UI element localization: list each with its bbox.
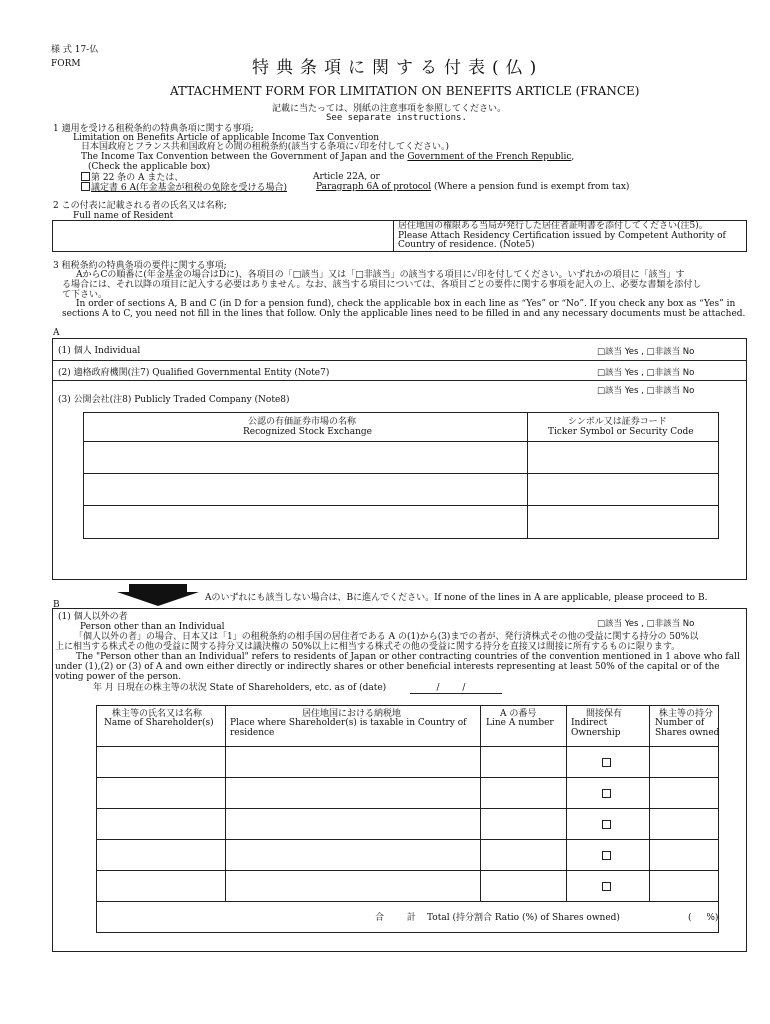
s3-p3-jp: て下さい。 (62, 290, 108, 300)
divider (527, 412, 528, 538)
s1-line-jp: 日本国政府とフランス共和国政府との間の租税条約(該当する条項に✓印を付してください。) (81, 142, 450, 152)
b-desc-en3: voting power of the person. (55, 672, 182, 682)
divider (84, 473, 718, 474)
b-desc-jp2: 上に相当する株式その他の受益に関する持分又は議決権の 50%以上に相当する株式その他の受益に関する持分を直接又は間接に所有するものに限ります。 (55, 642, 681, 652)
a-row3-yes-no[interactable]: □該当 Yes , □非該当 No (597, 386, 695, 396)
state-of-shareholders: 年 月 日現在の株主等の状況 State of Shareholders, etc. as of (date) (93, 683, 387, 693)
s1-opt1-en: Article 22A, or (313, 172, 380, 182)
a-row2-yes-no[interactable]: □該当 Yes , □非該当 No (597, 368, 695, 378)
a-row1-yes-no[interactable]: □該当 Yes , □非該当 No (597, 347, 695, 357)
col4-en2: Ownership (571, 728, 621, 738)
col4-jp: 間接保有 (586, 709, 623, 719)
s3-heading-jp: 3 租税条約の特典条項の要件に関する事項; (53, 261, 227, 271)
col2-en2: residence (230, 728, 275, 738)
divider (84, 505, 718, 506)
instructions-jp: 記載に当たっては、別紙の注意事項を参照してください。 (272, 104, 507, 114)
col1-jp: 株主等の氏名又は名称 (112, 709, 203, 719)
instructions-en: See separate instructions. (326, 113, 467, 123)
attach-en2: Country of residence. (Note5) (398, 240, 535, 250)
indirect-ownership-checkbox[interactable] (602, 882, 611, 891)
s2-heading-jp: 2 この付表に記載される者の氏名又は名称; (53, 201, 227, 211)
checkbox-protocol6a[interactable] (81, 182, 90, 191)
exchange-header-en: Recognized Stock Exchange (243, 427, 372, 437)
s1-opt2[interactable]: 議定書 6 A(年金基金が租税の免除を受ける場合) (81, 182, 287, 193)
form-label: FORM (51, 59, 81, 69)
title-jp: 特典条項に関する付表(仏) (252, 58, 544, 78)
col2-jp: 居住地国における納税地 (302, 709, 402, 719)
b-desc-en1: The "Person other than an Individual" refers to residents of Japan or other contracting countries of the convention mentioned in 1 above who fall (76, 652, 740, 662)
divider (649, 705, 650, 901)
col5-jp: 株主等の持分 (659, 709, 714, 719)
total-jp: 合 計 (375, 913, 416, 923)
divider (97, 808, 718, 809)
attach-en1: Please Attach Residency Certification issued by Competent Authority of (398, 231, 726, 241)
divider (97, 839, 718, 840)
divider (97, 901, 718, 902)
col5-en2: Shares owned (655, 728, 720, 738)
s1-opt2-en: Paragraph 6A of protocol (Where a pension fund is exempt from tax) (316, 182, 630, 192)
s1-heading-en: Limitation on Benefits Article of applicable Income Tax Convention (73, 133, 380, 143)
s1-opt1[interactable]: 第 22 条の A または、 (81, 172, 183, 183)
a-row1-label: (1) 個人 Individual (58, 346, 141, 356)
divider (97, 870, 718, 871)
col2-en1: Place where Shareholder(s) is taxable in Country of (230, 718, 467, 728)
total-en: Total (持分割合 Ratio (%) of Shares owned) (427, 913, 620, 923)
checkbox-article22a[interactable] (81, 172, 90, 181)
form-code: 様 式 17-仏 (51, 45, 99, 55)
b-row1-yes-no[interactable]: □該当 Yes , □非該当 No (597, 619, 695, 629)
date-field[interactable]: / / (410, 683, 502, 694)
b-desc-jp1: 「個人以外の者」の場合、日本又は「1」の租税条約の相手国の居住者である A の(1)から(3)までの者が、発行済株式その他の受益に関する持分の 50%以 (74, 632, 699, 642)
col4-en1: Indirect (571, 718, 608, 728)
indirect-ownership-checkbox[interactable] (602, 789, 611, 798)
col5-en1: Number of (655, 718, 705, 728)
shareholders-table (96, 705, 719, 933)
total-ratio[interactable]: ( %) (688, 913, 719, 923)
indirect-ownership-checkbox[interactable] (602, 851, 611, 860)
s1-check-note: (Check the applicable box) (88, 162, 211, 172)
divider (84, 441, 718, 442)
arrow-down-icon (117, 584, 199, 606)
s3-p1-jp: AからCの順番に(年金基金の場合はDに)、各項目の「□該当」又は「□非該当」の該当する項目に✓印を付してください。いずれかの項目に「該当」す (76, 270, 685, 280)
divider (53, 360, 746, 361)
divider (97, 746, 718, 747)
title-en: ATTACHMENT FORM FOR LIMITATION ON BENEFITS ARTICLE (FRANCE) (170, 84, 640, 98)
s1-line-en: The Income Tax Convention between the Government of Japan and the Government of the French Republic, (81, 152, 575, 162)
b-desc-en2: under (1),(2) or (3) of A and own either directly or indirectly shares or other beneficial interests representing at least 50% of the capital or of the (55, 662, 720, 672)
section-a-label: A (53, 328, 60, 338)
col3-jp: A の番号 (500, 709, 537, 719)
section-b-label: B (53, 600, 60, 610)
s1-heading-jp: 1 適用を受ける租税条約の特典条項に関する事項; (53, 124, 254, 134)
arrow-note: Aのいずれにも該当しない場合は、Bに進んでください。If none of the lines in A are applicable, please proceed to B. (205, 593, 708, 603)
ticker-header-en: Ticker Symbol or Security Code (548, 427, 694, 437)
divider (97, 777, 718, 778)
indirect-ownership-checkbox[interactable] (602, 820, 611, 829)
divider (225, 705, 226, 901)
divider (53, 380, 746, 381)
s3-p1-en: In order of sections A, B and C (in D for a pension fund), check the applicable box in each line as “Yes” or “No”. If you check any box as “Yes” in (76, 299, 736, 309)
attach-jp: 居住地国の権限ある当局が発行した居住者証明書を添付してください(注5)。 (398, 221, 708, 231)
exchange-header-jp: 公認の有価証券市場の名称 (248, 417, 357, 427)
col1-en: Name of Shareholder(s) (104, 718, 214, 728)
divider (566, 705, 567, 901)
b-row1-en: Person other than an Individual (80, 622, 225, 632)
divider (480, 705, 481, 901)
indirect-ownership-checkbox[interactable] (602, 758, 611, 767)
s2-heading-en: Full name of Resident (73, 211, 174, 221)
s3-p2-jp: る場合には、それ以降の項目に記入する必要はありません。なお、該当する項目については、各項目ごとの要件に関する事項を記入の上、必要な書類を添付し (62, 280, 702, 290)
s3-p2-en: sections A to C, you need not fill in the lines that follow. Only the applicable lines need to be filled in and any necessary documents must be attached. (62, 309, 746, 319)
a-row3-label: (3) 公開会社(注8) Publicly Traded Company (Note8) (58, 395, 290, 405)
col3-en: Line A number (486, 718, 554, 728)
a-row2-label: (2) 適格政府機関(注7) Qualified Governmental Entity (Note7) (58, 368, 330, 378)
divider (393, 220, 394, 251)
ticker-header-jp: シンボル又は証券コード (568, 417, 667, 427)
b-row1-jp: (1) 個人以外の者 (58, 612, 128, 622)
